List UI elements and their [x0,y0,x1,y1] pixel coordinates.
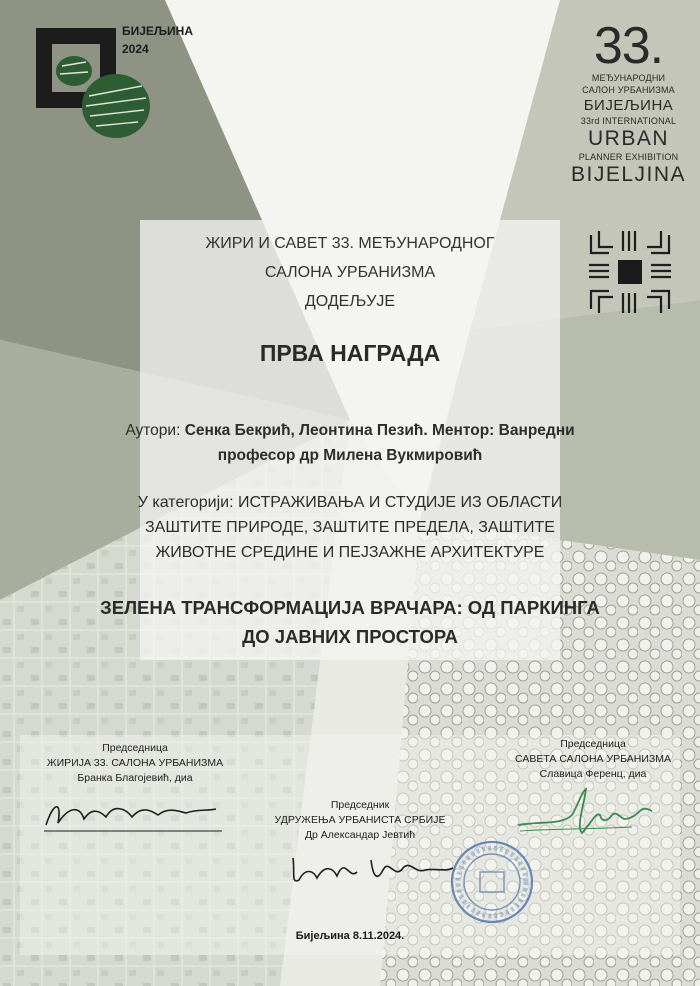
exhibition-city-cyrillic: БИЈЕЉИНА [583,97,674,114]
signature-jury-icon [40,795,230,835]
authors-names-2: професор др Милена Вукмировић [217,447,483,464]
signatory-association [265,798,455,843]
category-line-3: ЖИВОТНЕ СРЕДИНЕ И ПЕЈЗАЖНЕ АРХИТЕКТУРЕ [155,544,545,561]
logo-city: БИЈЕЉИНА [122,24,194,38]
logo-text [122,22,193,58]
signatory-association-org: УДРУЖЕЊА УРБАНИСТА СРБИЈЕ [274,814,446,826]
issue-date: Бијељина 8.11.2024. [295,930,405,942]
intro-line-2: САЛОНА УРБАНИЗМА [264,264,436,281]
category-line-1: У категорији: ИСТРАЖИВАЊА И СТУДИЈЕ ИЗ ОБЛАСТИ [137,494,563,511]
exhibition-line-international-sr: МЕЂУНАРОДНИ [591,73,666,83]
authors-names-1: Сенка Бекрић, Леонтина Пезић. Ментор: Ванредни [184,422,575,439]
intro-line-1: ЖИРИ И САВЕТ 33. МЕЂУНАРОДНОГ [205,235,495,252]
category-block [60,490,640,565]
authors-label: Аутори: [125,422,181,439]
signature-association-icon [285,850,460,890]
category-line-2: ЗАШТИТЕ ПРИРОДЕ, ЗАШТИТЕ ПРЕДЕЛА, ЗАШТИТЕ [145,519,555,536]
signatory-jury-name: Бранка Благојевић, диа [77,772,193,784]
signatory-jury-org: ЖИРИЈА 33. САЛОНА УРБАНИЗМА [46,757,224,769]
award-title: ПРВА НАГРАДА [259,340,441,366]
logo-year: 2024 [122,42,149,56]
exhibition-urban: URBAN [587,127,669,150]
exhibition-block [571,17,687,187]
exhibition-line-salon: САЛОН УРБАНИЗМА [582,85,675,95]
signatory-association-name: Др Александар Јевтић [304,829,416,841]
signatory-council-name: Славица Ференц, диа [539,768,647,780]
signatory-council-role: Председница [560,738,626,750]
signature-council-icon [512,785,662,845]
square-grid-mark-icon [587,229,673,315]
exhibition-line-planner: PLANNER EXHIBITION [578,152,679,162]
project-title-line-1: ЗЕЛЕНА ТРАНСФОРМАЦИЈА ВРАЧАРА: ОД ПАРКИНГА [100,597,600,618]
signatory-association-role: Председник [330,799,390,811]
exhibition-line-international-en: 33rd INTERNATIONAL [580,116,677,126]
signatory-council-org: САВЕТА САЛОНА УРБАНИЗМА [514,753,672,765]
signatory-jury-role: Председница [102,742,168,754]
authors-block [70,418,630,468]
association-stamp-icon [448,838,536,926]
signatory-jury [30,741,240,786]
intro-line-3: ДОДЕЉУЈЕ [304,293,396,310]
intro-text [150,229,550,316]
exhibition-number: 33. [593,17,664,75]
signatory-council [478,737,700,782]
project-title-line-2: ДО ЈАВНИХ ПРОСТОРА [242,626,458,647]
exhibition-city-latin: BIJELJINA [571,163,687,186]
project-title [60,593,640,651]
